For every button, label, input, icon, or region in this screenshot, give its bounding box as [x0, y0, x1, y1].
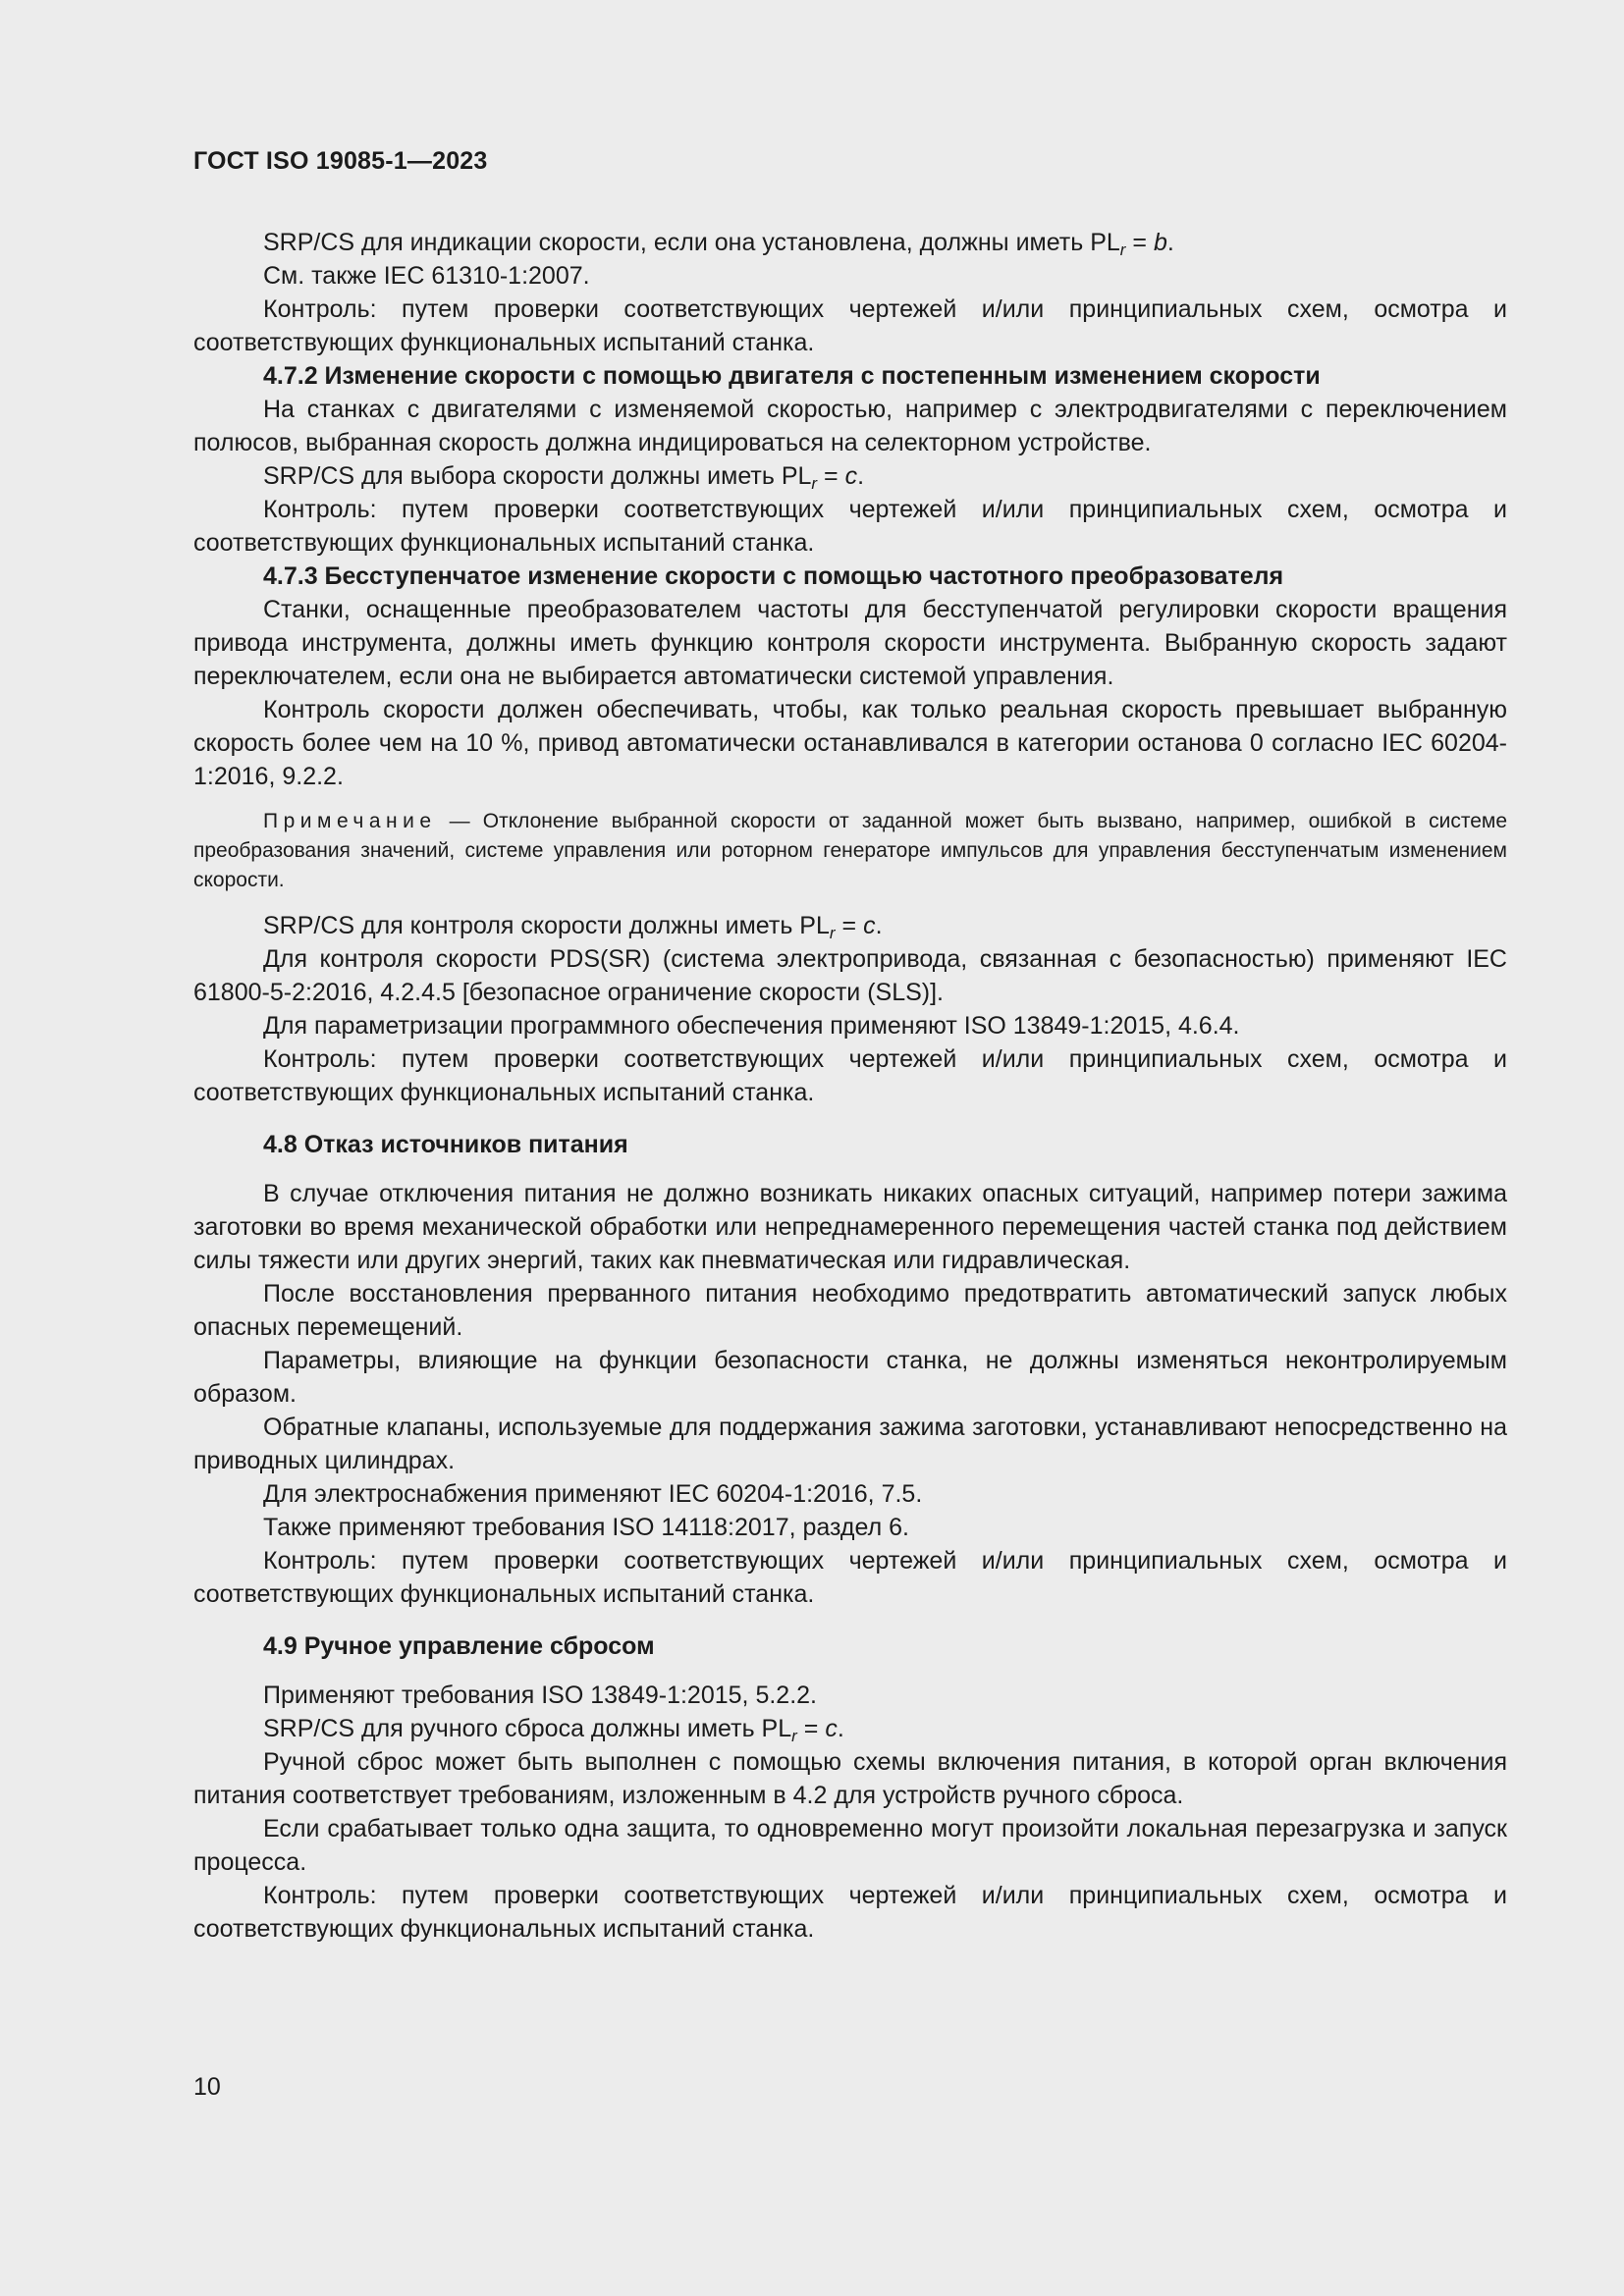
- section-heading-4-9: 4.9 Ручное управление сбросом: [263, 1632, 655, 1660]
- paragraph: Если срабатывает только одна защита, то одновременно могут произойти локальная перезагрузка и запуск процесса.: [193, 1815, 1507, 1876]
- paragraph-pl-reset: SRP/CS для ручного сброса должны иметь $PL_r = c$.: [263, 1715, 844, 1745]
- paragraph-control: Контроль: путем проверки соответствующих чертежей и/или принципиальных схем, осмотра и соответствующих функциональных испытаний станка.: [193, 496, 1507, 557]
- paragraph: Обратные клапаны, используемые для поддержания зажима заготовки, устанавливают непосредственно на приводных цилиндрах.: [193, 1414, 1507, 1474]
- paragraph-control: Контроль: путем проверки соответствующих чертежей и/или принципиальных схем, осмотра и соответствующих функциональных испытаний станка.: [193, 1547, 1507, 1608]
- paragraph-control: Контроль: путем проверки соответствующих чертежей и/или принципиальных схем, осмотра и соответствующих функциональных испытаний станка.: [193, 1882, 1507, 1943]
- note: Примечание — Отклонение выбранной скорости от заданной может быть вызвано, например, ошибкой в системе преобразования значений, системе управления или роторном генераторе импульсов для управления бесступенчатым изменением скорости.: [193, 810, 1507, 891]
- paragraph: Для контроля скорости PDS(SR) (система электропривода, связанная с безопасностью) применяют IEC 61800-5-2:2016, 4.2.4.5 [безопасное ограничение скорости (SLS)].: [193, 945, 1507, 1006]
- paragraph: Станки, оснащенные преобразователем частоты для бесступенчатой регулировки скорости вращения привода инструмента, должны иметь функцию контроля скорости инструмента. Выбранную скорость задают переключателем, если она не выбирается автоматически системой управления.: [193, 596, 1507, 690]
- paragraph-pl-control: SRP/CS для контроля скорости должны иметь $PL_r = c$.: [263, 912, 883, 942]
- note-label: Примечание: [263, 810, 437, 832]
- paragraph: На станках с двигателями с изменяемой скоростью, например с электродвигателями с переключением полюсов, выбранная скорость должна индицироваться на селекторном устройстве.: [193, 396, 1507, 456]
- paragraph-see-also: См. также IEC 61310-1:2007.: [263, 262, 590, 290]
- paragraph: В случае отключения питания не должно возникать никаких опасных ситуаций, например потери зажима заготовки во время механической обработки или непреднамеренного перемещения частей станка под действием силы тяжести или других энергий, таких как пневматическая или гидравлическая.: [193, 1180, 1507, 1274]
- section-heading-4-7-3: 4.7.3 Бесступенчатое изменение скорости с помощью частотного преобразователя: [263, 562, 1284, 590]
- page-number: 10: [193, 2073, 221, 2101]
- section-heading-4-8: 4.8 Отказ источников питания: [263, 1131, 628, 1158]
- document-header: ГОСТ ISO 19085-1—2023: [193, 147, 488, 175]
- paragraph: После восстановления прерванного питания необходимо предотвратить автоматический запуск любых опасных перемещений.: [193, 1280, 1507, 1341]
- section-heading-4-7-2: 4.7.2 Изменение скорости с помощью двигателя с постепенным изменением скорости: [263, 362, 1321, 390]
- paragraph-pl-selection: SRP/CS для выбора скорости должны иметь $PL_r = c$.: [263, 462, 865, 493]
- paragraph-pl-indication: SRP/CS для индикации скорости, если она установлена, должны иметь $PL_r = b$.: [263, 229, 1174, 259]
- paragraph: Ручной сброс может быть выполнен с помощью схемы включения питания, в которой орган включения питания соответствует требованиям, изложенным в 4.2 для устройств ручного сброса.: [193, 1748, 1507, 1809]
- document-body: [193, 226, 1507, 1946]
- paragraph: Параметры, влияющие на функции безопасности станка, не должны изменяться неконтролируемым образом.: [193, 1347, 1507, 1408]
- paragraph: Для электроснабжения применяют IEC 60204-1:2016, 7.5.: [263, 1480, 923, 1508]
- paragraph-control: Контроль: путем проверки соответствующих чертежей и/или принципиальных схем, осмотра и соответствующих функциональных испытаний станка.: [193, 1045, 1507, 1106]
- paragraph-control: Контроль: путем проверки соответствующих чертежей и/или принципиальных схем, осмотра и соответствующих функциональных испытаний станка.: [193, 295, 1507, 356]
- paragraph: Контроль скорости должен обеспечивать, чтобы, как только реальная скорость превышает выбранную скорость более чем на 10 %, привод автоматически останавливался в категории останова 0 согласно IEC 60204-1:2016, 9.2.2.: [193, 696, 1507, 790]
- paragraph: Для параметризации программного обеспечения применяют ISO 13849-1:2015, 4.6.4.: [263, 1012, 1240, 1040]
- paragraph: Применяют требования ISO 13849-1:2015, 5.2.2.: [263, 1682, 817, 1709]
- paragraph: Также применяют требования ISO 14118:2017, раздел 6.: [263, 1514, 909, 1541]
